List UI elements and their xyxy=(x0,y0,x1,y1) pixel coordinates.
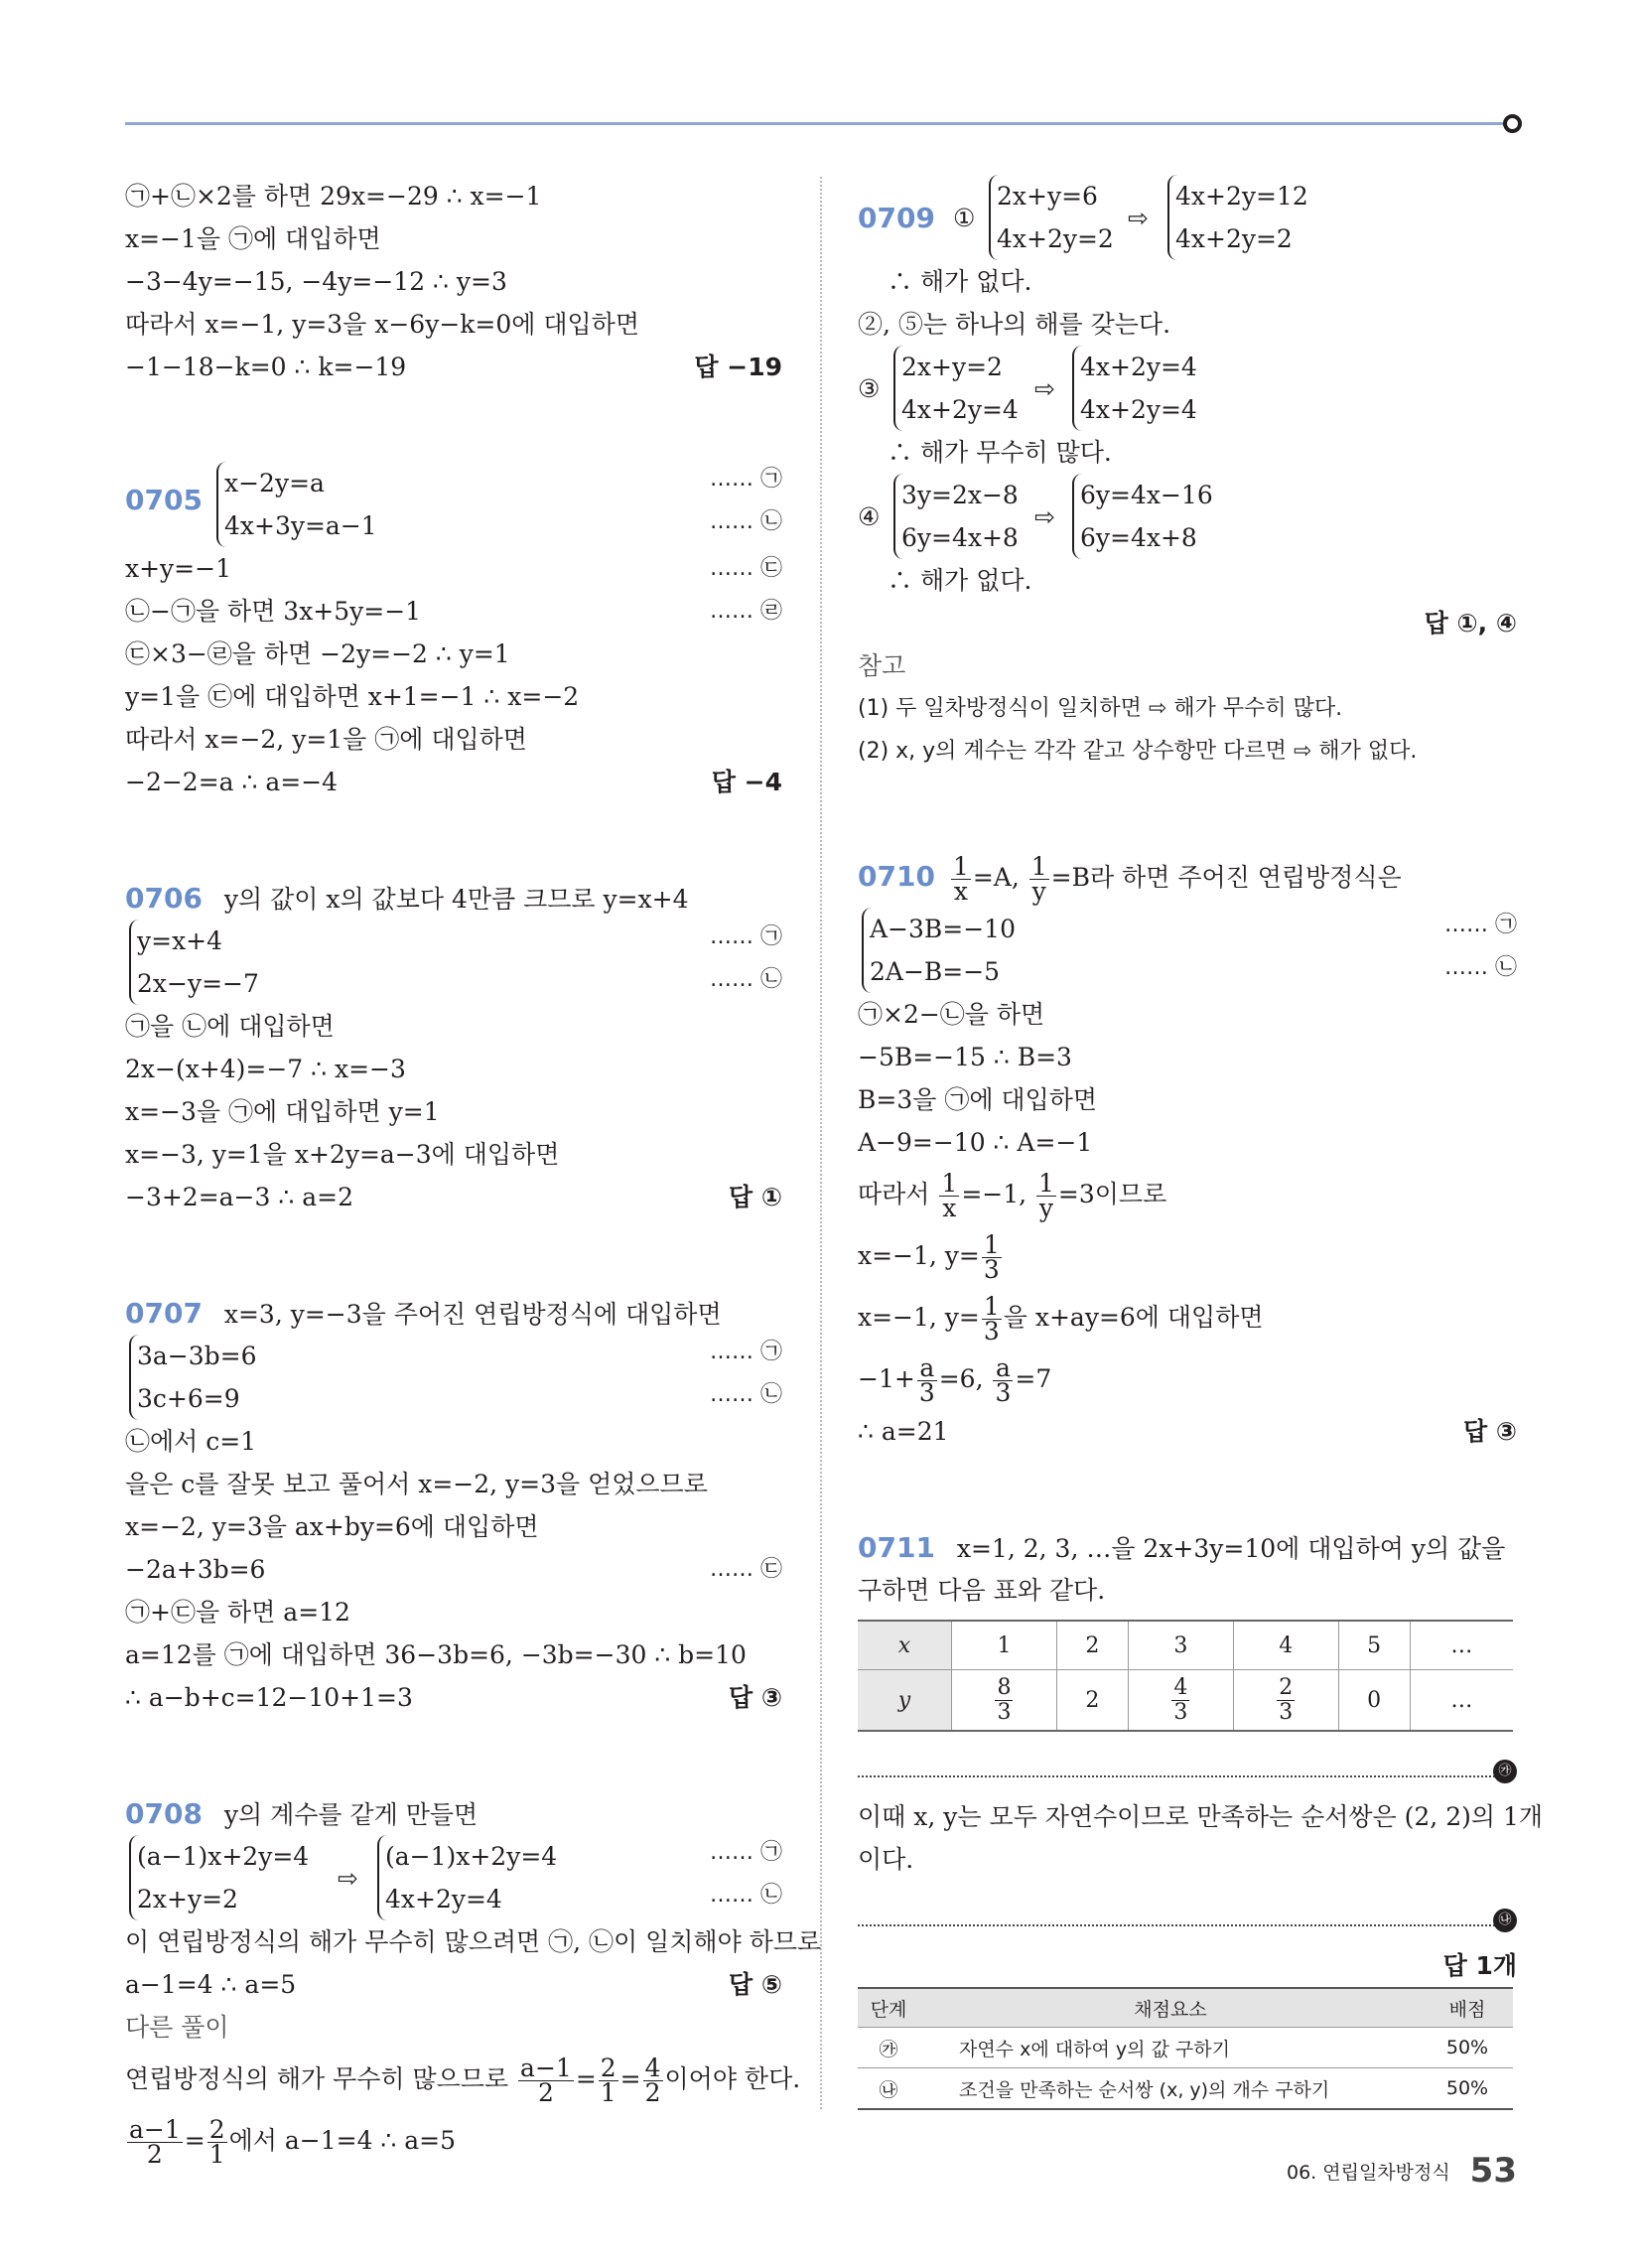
text-part: =3이므로 xyxy=(1057,1180,1167,1208)
answer: 답 ③ xyxy=(728,1683,782,1712)
equation: 2x+y=2 xyxy=(901,353,1003,381)
text-part: =B라 하면 주어진 연립방정식은 xyxy=(1050,863,1402,892)
fraction xyxy=(982,1230,1002,1284)
text-line xyxy=(125,1176,782,1218)
numerator: 1 xyxy=(941,1169,958,1198)
text-line: ㉢×3−㉣을 하면 −2y=−2 ∴ y=1 xyxy=(125,639,510,668)
answer: 답 ⑤ xyxy=(728,1970,782,1999)
brace xyxy=(129,920,259,1005)
text-line xyxy=(125,1548,782,1591)
problem-number: 0709 xyxy=(858,202,935,234)
left-column xyxy=(125,175,822,2172)
numerator: 1 xyxy=(1038,1169,1054,1198)
intro-text: y의 값이 x의 값보다 4만큼 크므로 y=x+4 xyxy=(223,885,689,914)
text-part: 연립방정식의 해가 무수히 많으므로 xyxy=(125,2064,517,2093)
equation: 4x+2y=2 xyxy=(1175,224,1293,253)
numerator: a−1 xyxy=(129,2115,181,2144)
equation-system xyxy=(858,474,1517,559)
equation: 6y=4x+8 xyxy=(1080,523,1197,552)
numerator: a xyxy=(917,1356,937,1381)
brace xyxy=(1072,346,1197,431)
text-part: x=−1, y= xyxy=(858,1241,980,1270)
text-line: ㉠×2−㉡을 하면 xyxy=(858,1000,1045,1029)
denominator: 3 xyxy=(918,1378,935,1407)
answer: 답 ①, ④ xyxy=(1424,609,1517,638)
note-line: (1) 두 일차방정식이 일치하면 ⇨ 해가 무수히 많다. xyxy=(858,696,1343,721)
text-part: =6, xyxy=(938,1364,992,1393)
table-cell: 4 xyxy=(1233,1621,1338,1670)
problem-0709-solution xyxy=(858,175,1517,773)
fraction xyxy=(643,2056,663,2105)
text-line: A−9=−10 ∴ A=−1 xyxy=(858,1128,1093,1157)
text-line xyxy=(125,547,782,590)
denominator: 1 xyxy=(208,2140,225,2169)
numerator: 2 xyxy=(600,2054,616,2082)
text-line: y=1을 ㉢에 대입하면 x+1=−1 ∴ x=−2 xyxy=(125,682,580,711)
equation: 2x+y=2 xyxy=(137,1885,238,1914)
table-cell xyxy=(952,1670,1057,1732)
equation-marker: …… ㉡ xyxy=(710,1382,782,1407)
text-line: ㉠+㉡×2를 하면 29x=−29 ∴ x=−1 xyxy=(125,182,542,211)
equation-system xyxy=(125,920,782,1005)
answer: 답 ① xyxy=(728,1183,782,1211)
numerator: a−1 xyxy=(520,2054,572,2082)
equation-marker: …… ㉡ xyxy=(710,1883,782,1908)
answer: 답 −19 xyxy=(694,353,782,381)
equation: −2a+3b=6 xyxy=(125,1555,266,1584)
fraction xyxy=(207,2115,227,2169)
text-part: 이어야 한다. xyxy=(664,2064,801,2093)
table-cell: 2 xyxy=(1056,1670,1128,1732)
denominator: 3 xyxy=(983,1317,1000,1346)
text-line: 따라서 x=−2, y=1을 ㉠에 대입하면 xyxy=(125,725,527,754)
equation: y=x+4 xyxy=(137,926,223,955)
table-cell: 3 xyxy=(1128,1621,1233,1670)
text-line: 을은 c를 잘못 보고 풀어서 x=−2, y=3을 얻었으므로 xyxy=(125,1470,708,1498)
chapter-title: 06. 연립일차방정식 xyxy=(1286,2161,1450,2184)
text-line xyxy=(858,1225,1517,1287)
equation-system xyxy=(125,462,782,547)
brace xyxy=(129,1335,257,1420)
equation-system xyxy=(858,346,1517,431)
equation: 6y=4x−16 xyxy=(1080,481,1213,509)
text-line: 구하면 다음 표와 같다. xyxy=(858,1576,1106,1605)
text-line: ㉠을 ㉡에 대입하면 xyxy=(125,1012,335,1041)
text-line xyxy=(125,2049,801,2110)
equals-sign: = xyxy=(575,2064,597,2093)
denominator: 1 xyxy=(600,2078,616,2107)
problem-0705-solution xyxy=(125,462,782,803)
table-header-cell: y xyxy=(858,1670,952,1732)
note-title: 참고 xyxy=(858,651,906,680)
fraction xyxy=(917,1353,937,1407)
arrow-icon: ⇨ xyxy=(338,1864,358,1893)
equation-system xyxy=(125,1335,782,1420)
equals-sign: = xyxy=(619,2064,641,2093)
equation: a−1=4 ∴ a=5 xyxy=(125,1970,297,1999)
text-part: =−1, xyxy=(961,1180,1035,1208)
arrow-icon: ⇨ xyxy=(1034,374,1055,403)
fraction xyxy=(1171,1676,1189,1725)
text-part: −1+ xyxy=(858,1364,915,1393)
text-line: B=3을 ㉠에 대입하면 xyxy=(858,1085,1098,1114)
fraction xyxy=(1036,1169,1056,1222)
step-separator xyxy=(858,1750,1512,1778)
problem-0708-solution xyxy=(125,1792,822,2172)
text-line: 이 연립방정식의 해가 무수히 많으려면 ㉠, ㉡이 일치해야 하므로 xyxy=(125,1927,822,1956)
text-line: 이때 x, y는 모두 자연수이므로 만족하는 순서쌍은 (2, 2)의 1개 xyxy=(858,1802,1544,1831)
fraction xyxy=(127,2115,183,2169)
table-cell: ㉯ xyxy=(858,2068,919,2110)
equation: ∴ a=21 xyxy=(858,1417,949,1446)
fraction xyxy=(1277,1676,1295,1725)
denominator: 3 xyxy=(1173,1699,1188,1725)
choice-marker: ④ xyxy=(858,502,881,531)
choice-marker: ③ xyxy=(858,374,881,403)
equation-marker: …… ㉠ xyxy=(710,1340,782,1364)
brace xyxy=(129,1835,309,1920)
table-header: 채점요소 xyxy=(919,1988,1422,2028)
equation-marker: …… ㉡ xyxy=(710,509,782,534)
denominator: 3 xyxy=(983,1255,1000,1284)
equation: −1−18−k=0 ∴ k=−19 xyxy=(125,353,407,381)
top-rule-dot xyxy=(1503,114,1522,133)
equation: 3a−3b=6 xyxy=(137,1342,257,1370)
equation: −3+2=a−3 ∴ a=2 xyxy=(125,1183,353,1211)
table-row xyxy=(858,2068,1513,2110)
intro-text: y의 계수를 같게 만들면 xyxy=(223,1800,479,1829)
equation: A−3B=−10 xyxy=(870,915,1016,943)
fraction xyxy=(995,1676,1013,1725)
numerator: 2 xyxy=(1279,1674,1294,1700)
equation: 2A−B=−5 xyxy=(870,957,1001,986)
denominator: x xyxy=(942,1194,957,1222)
problem-number: 0710 xyxy=(858,860,935,893)
equation: 4x+2y=4 xyxy=(1080,353,1197,381)
text-part: 을 x+ay=6에 대입하면 xyxy=(1003,1303,1264,1332)
fraction xyxy=(982,1292,1002,1346)
text-line: x=−3, y=1을 x+2y=a−3에 대입하면 xyxy=(125,1140,560,1169)
equals-sign: = xyxy=(184,2126,205,2155)
brace xyxy=(862,908,1016,993)
text-line xyxy=(125,761,782,803)
denominator: 2 xyxy=(537,2078,554,2107)
table-cell: 5 xyxy=(1338,1621,1410,1670)
intro-text: x=1, 2, 3, …을 2x+3y=10에 대입하여 y의 값을 xyxy=(956,1534,1506,1563)
numerator: 8 xyxy=(997,1674,1012,1700)
table-cell: 1 xyxy=(952,1621,1057,1670)
table-cell: 0 xyxy=(1338,1670,1410,1732)
equation: ㉡−㉠을 하면 3x+5y=−1 xyxy=(125,597,422,626)
denominator: y xyxy=(1038,1194,1054,1222)
step-badge: ㉮ xyxy=(1493,1760,1517,1783)
equation: (a−1)x+2y=4 xyxy=(137,1842,310,1871)
equation: ∴ a−b+c=12−10+1=3 xyxy=(125,1683,413,1712)
brace xyxy=(377,1835,557,1920)
alt-solution-title: 다른 풀이 xyxy=(125,2013,229,2042)
table-cell xyxy=(1128,1670,1233,1732)
text-line xyxy=(125,1792,782,1835)
text-line xyxy=(858,846,1517,908)
text-line: 이다. xyxy=(858,1845,914,1874)
table-row xyxy=(858,1621,1513,1670)
denominator: 3 xyxy=(1279,1699,1294,1725)
equation-marker: …… ㉡ xyxy=(1444,955,1517,980)
problem-number: 0707 xyxy=(125,1297,203,1330)
equation: 3c+6=9 xyxy=(137,1384,240,1413)
note-line: (2) x, y의 계수는 각각 같고 상수항만 다르면 ⇨ 해가 없다. xyxy=(858,739,1418,764)
text-line xyxy=(858,1287,1517,1348)
table-cell: ㉮ xyxy=(858,2028,919,2068)
table-header-cell: x xyxy=(858,1621,952,1670)
brace xyxy=(216,462,377,547)
problem-number: 0705 xyxy=(125,484,203,516)
equation: 4x+2y=4 xyxy=(385,1885,502,1914)
numerator: 2 xyxy=(208,2115,225,2144)
choice-marker: ① xyxy=(953,204,976,232)
numerator: 4 xyxy=(1173,1674,1188,1700)
intro-text: x=3, y=−3을 주어진 연립방정식에 대입하면 xyxy=(223,1300,722,1329)
equation: x+y=−1 xyxy=(125,554,231,583)
table-header: 배점 xyxy=(1422,1988,1513,2028)
text-line: ㉠+㉢을 하면 a=12 xyxy=(125,1598,350,1627)
table-row xyxy=(858,2028,1513,2068)
step-separator xyxy=(858,1899,1512,1927)
table-cell: 조건을 만족하는 순서쌍 (x, y)의 개수 구하기 xyxy=(919,2068,1422,2110)
equation: −2−2=a ∴ a=−4 xyxy=(125,768,339,796)
equation: 4x+2y=2 xyxy=(997,224,1114,253)
problem-0706-solution xyxy=(125,877,782,1218)
equation: x−2y=a xyxy=(224,469,325,497)
numerator: 1 xyxy=(983,1292,1000,1321)
table-header-row xyxy=(858,1988,1513,2028)
problem-0711-solution xyxy=(858,1526,1544,2110)
text-part: 따라서 xyxy=(858,1180,938,1208)
text-line: ㉡에서 c=1 xyxy=(125,1427,257,1456)
text-line: x=−3을 ㉠에 대입하면 y=1 xyxy=(125,1097,440,1126)
equation-marker: …… ㉢ xyxy=(710,556,782,581)
table-cell xyxy=(1233,1670,1338,1732)
text-line xyxy=(125,346,782,388)
brace xyxy=(1167,175,1308,260)
text-part: =7 xyxy=(1015,1364,1052,1393)
fraction xyxy=(939,1169,959,1222)
equation-system xyxy=(858,175,1517,260)
text-line: x=−2, y=3을 ax+by=6에 대입하면 xyxy=(125,1512,539,1541)
text-line: −3−4y=−15, −4y=−12 ∴ y=3 xyxy=(125,267,507,296)
arrow-icon: ⇨ xyxy=(1128,204,1149,232)
problem-number: 0706 xyxy=(125,882,203,915)
equation-marker: …… ㉠ xyxy=(710,1840,782,1865)
text-line: ②, ⑤는 하나의 해를 갖는다. xyxy=(858,310,1171,339)
equation-marker: …… ㉠ xyxy=(710,924,782,949)
fraction xyxy=(951,852,971,906)
equation: 2x+y=6 xyxy=(997,182,1098,211)
table-cell: 50% xyxy=(1422,2028,1513,2068)
page-footer xyxy=(1287,2151,1517,2191)
numerator: a xyxy=(993,1356,1013,1381)
top-rule xyxy=(125,122,1509,125)
equation-marker: …… ㉠ xyxy=(710,467,782,492)
text-line xyxy=(858,1526,1517,1569)
text-part: =A, xyxy=(972,863,1027,892)
numerator: 4 xyxy=(644,2054,661,2082)
answer: 답 1개 xyxy=(1442,1951,1517,1980)
fraction xyxy=(599,2056,618,2105)
table-cell: 자연수 x에 대하여 y의 값 구하기 xyxy=(919,2028,1422,2068)
text-line xyxy=(125,590,782,633)
text-line: −5B=−15 ∴ B=3 xyxy=(858,1043,1072,1071)
page-number: 53 xyxy=(1469,2151,1517,2191)
text-line xyxy=(858,602,1517,644)
denominator: 2 xyxy=(146,2140,163,2169)
text-line: ∴ 해가 없다. xyxy=(888,267,1032,296)
numerator: 1 xyxy=(952,852,969,881)
equation-marker: …… ㉣ xyxy=(710,599,782,624)
right-column xyxy=(858,175,1544,2110)
text-line xyxy=(858,1164,1517,1225)
problem-0707-solution xyxy=(125,1292,782,1719)
text-line: 2x−(x+4)=−7 ∴ x=−3 xyxy=(125,1055,406,1083)
text-line: 따라서 x=−1, y=3을 x−6y−k=0에 대입하면 xyxy=(125,310,639,339)
denominator: y xyxy=(1031,877,1046,906)
denominator: x xyxy=(953,877,968,906)
equation: (a−1)x+2y=4 xyxy=(385,1842,558,1871)
text-line xyxy=(125,1963,782,2006)
text-line xyxy=(858,1944,1517,1987)
brace xyxy=(893,474,1019,559)
equation: 4x+3y=a−1 xyxy=(224,511,377,540)
denominator: 3 xyxy=(995,1378,1012,1407)
brace xyxy=(893,346,1019,431)
equation-marker: …… ㉠ xyxy=(1444,913,1517,937)
table-header: 단계 xyxy=(858,1988,919,2028)
problem-number: 0708 xyxy=(125,1797,203,1830)
text-line xyxy=(125,1292,782,1335)
equation: 3y=2x−8 xyxy=(901,481,1019,509)
text-part: 에서 a−1=4 ∴ a=5 xyxy=(228,2126,457,2155)
text-line xyxy=(858,1410,1517,1453)
problem-0704-solution xyxy=(125,175,782,388)
text-line xyxy=(858,1348,1517,1410)
brace xyxy=(1072,474,1213,559)
fraction xyxy=(1029,852,1049,906)
equation-system xyxy=(125,1835,782,1920)
table-cell: 2 xyxy=(1056,1621,1128,1670)
answer: 답 −4 xyxy=(711,768,782,796)
table-cell: 50% xyxy=(1422,2068,1513,2110)
denominator: 2 xyxy=(644,2078,661,2107)
text-line: ∴ 해가 없다. xyxy=(888,566,1032,595)
text-line: a=12를 ㉠에 대입하면 36−3b=6, −3b=−30 ∴ b=10 xyxy=(125,1640,747,1669)
text-line: x=−1을 ㉠에 대입하면 xyxy=(125,224,381,253)
fraction xyxy=(518,2056,574,2105)
fraction xyxy=(993,1353,1013,1407)
arrow-icon: ⇨ xyxy=(1034,502,1055,531)
equation: 4x+2y=4 xyxy=(1080,395,1197,424)
scoring-table xyxy=(858,1987,1513,2110)
equation: 6y=4x+8 xyxy=(901,523,1019,552)
text-line xyxy=(125,1676,782,1719)
denominator: 3 xyxy=(997,1699,1012,1725)
column-divider xyxy=(820,177,822,2109)
equation-marker: …… ㉢ xyxy=(710,1557,782,1582)
table-row xyxy=(858,1670,1513,1732)
table-cell: … xyxy=(1410,1670,1513,1732)
equation: 4x+2y=4 xyxy=(901,395,1019,424)
equation-system xyxy=(858,908,1517,993)
equation-marker: …… ㉡ xyxy=(710,967,782,992)
problem-0710-solution xyxy=(858,846,1517,1453)
text-line: ∴ 해가 무수히 많다. xyxy=(888,438,1112,467)
step-badge: ㉯ xyxy=(1493,1909,1517,1932)
numerator: 1 xyxy=(1030,852,1047,881)
text-line xyxy=(125,2110,782,2172)
brace xyxy=(989,175,1114,260)
equation: 4x+2y=12 xyxy=(1175,182,1308,211)
equation: 2x−y=−7 xyxy=(137,969,259,998)
value-table xyxy=(858,1620,1513,1732)
text-line xyxy=(125,877,782,920)
answer: 답 ③ xyxy=(1462,1417,1517,1446)
text-part: x=−1, y= xyxy=(858,1303,980,1332)
problem-number: 0711 xyxy=(858,1531,935,1564)
numerator: 1 xyxy=(983,1230,1000,1259)
table-cell: … xyxy=(1410,1621,1513,1670)
